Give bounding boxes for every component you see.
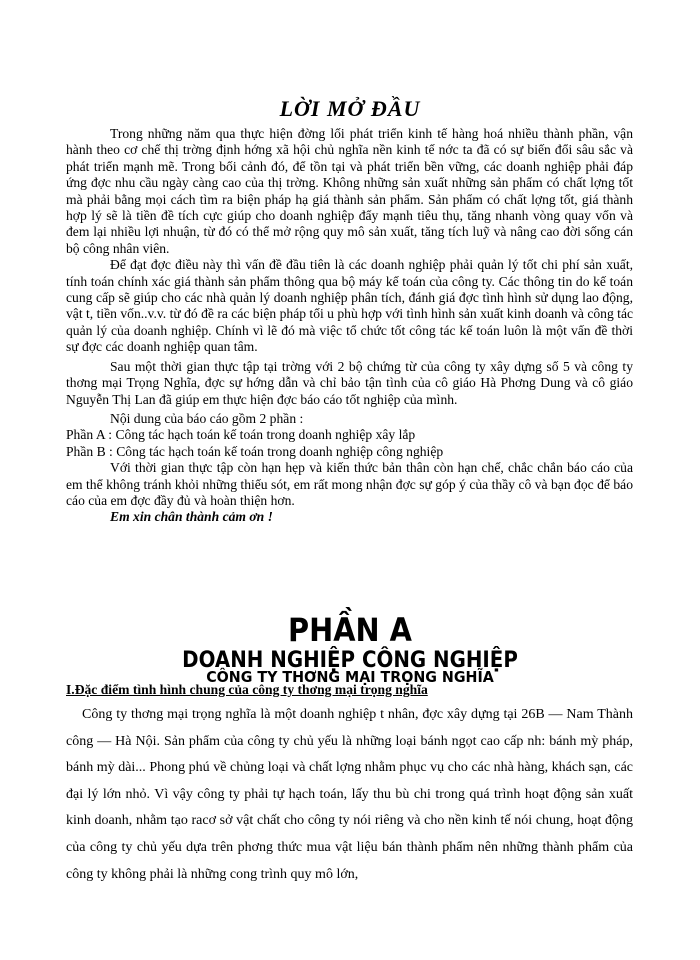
part-subtitle: DOANH NGHIỆP CÔNG NGHIỆP — [182, 648, 518, 673]
intro-paragraph-4: Nội dung của báo cáo gồm 2 phần : — [110, 410, 304, 426]
part-title: PHẦN A — [288, 611, 412, 649]
section-paragraph: Công ty thơng mại trọng nghĩa là một doanh nghiệp t nhân, đợc xây dựng tại 26B — Nam Thành công — Hà Nội. Sản phẩm của công ty chủ yếu là những loại bánh ngọt cao cấp nh: bánh mỳ pháp, bánh mỳ dài... Phong phú về chủng loại và chất lợng nhằm phục vụ cho các nhà hàng, khách sạn, các đại lý lớn nhỏ. Vì vậy công ty phải tự hạch toán, lấy thu bù chi trong quá trình hoạt động sản xuất kinh doanh, nhằm tạo racơ sở vật chất cho công ty nói riêng và cho nền kinh tế nói chung, hoạt động của công ty chủ yếu dựa trên phơng thức mua vật liệu bán thành phẩm nên những thành phẩm của công ty không phải là những cong trình quy mô lớn, — [66, 707, 633, 882]
section-heading: I.Đặc điểm tình hình chung của công ty thơng mại trọng nghĩa — [66, 682, 428, 697]
intro-paragraph-5: Với thời gian thực tập còn hạn hẹp và kiến thức bản thân còn hạn chế, chắc chắn báo cáo của em thể không tránh khỏi những thiếu sót, em rất mong nhận đợc sự góp ý của thầy cô và bạn đọc để báo cáo của em đợc đầy đủ và hoàn thiện hơn. — [66, 460, 633, 508]
intro-paragraph-2: Để đạt đợc điều này thì vấn đề đầu tiên là các doanh nghiệp phải quản lý tốt chi phí sản xuất, tính toán chính xác giá thành sản phẩm thông qua bộ máy kế toán của công ty. Các thông tin do kế toán cung cấp sẽ giúp cho các nhà quản lý doanh nghiệp phân tích, đánh giá đợc tình hình sử dụng lao động, vật t, tiền vốn..v.v. từ đó đề ra các biện pháp tối u phù hợp với tình hình sản xuất kinh doanh và công tác quản lý của doanh nghiệp. Chính vì lẽ đó mà việc tổ chức tốt công tác kế toán luôn là một vấn đề thời sự đợc các doanh nghiệp quan tâm. — [66, 257, 634, 355]
intro-paragraph-1: Trong những năm qua thực hiện đờng lối phát triển kinh tế hàng hoá nhiều thành phần, vận hành theo cơ chế thị trờng định hớng xã hội chủ nghĩa nền kinh tế nớc ta đã có sự biến đổi sâu sắc và phát triển mạnh mẽ. Trong bối cảnh đó, để tồn tại và phát triển bền vững, các doanh nghiệp phải đáp ứng đợc nhu cầu ngày càng cao của thị trờng. Không những sản xuất những sản phẩm có chất lợng tốt mà phải bằng mọi cách tìm ra biện pháp hạ giá thành sản phẩm. Sản phẩm có chất lợng tốt, giá thành hợp lý sẽ là tiền đề tích cực giúp cho doanh nghiệp đẩy mạnh tiêu thụ, tăng nhanh vòng quay vốn và đem lại nhiều lợi nhuận, từ đó có thể mở rộng quy mô sản xuất, tăng tích luỹ và nâng cao đời sống cán bộ công nhân viên. — [66, 126, 633, 256]
thanks-line: Em xin chân thành cảm ơn ! — [110, 509, 273, 525]
intro-paragraph-3: Sau một thời gian thực tập tại trờng với 2 bộ chứng từ của công ty xây dựng số 5 và công ty thơng mại Trọng Nghĩa, đợc sự hớng dẫn và chỉ bảo tận tình của cô giáo Hà Phơng Dung và cô giáo Nguyễn Thị Lan đã giúp em thực hiện đợc báo cáo tốt nghiệp của mình. — [66, 358, 633, 407]
company-name: CÔNG TY THƠNG MẠI TRỌNG NGHĨA — [206, 668, 494, 686]
intro-body — [66, 126, 633, 526]
part-a-line: Phần A : Công tác hạch toán kế toán trong doanh nghiệp xây lắp — [66, 427, 416, 443]
part-b-line: Phần B : Công tác hạch toán kế toán trong doanh nghiệp công nghiệp — [66, 443, 444, 459]
page-title: LỜI MỞ ĐẦU — [279, 96, 421, 121]
